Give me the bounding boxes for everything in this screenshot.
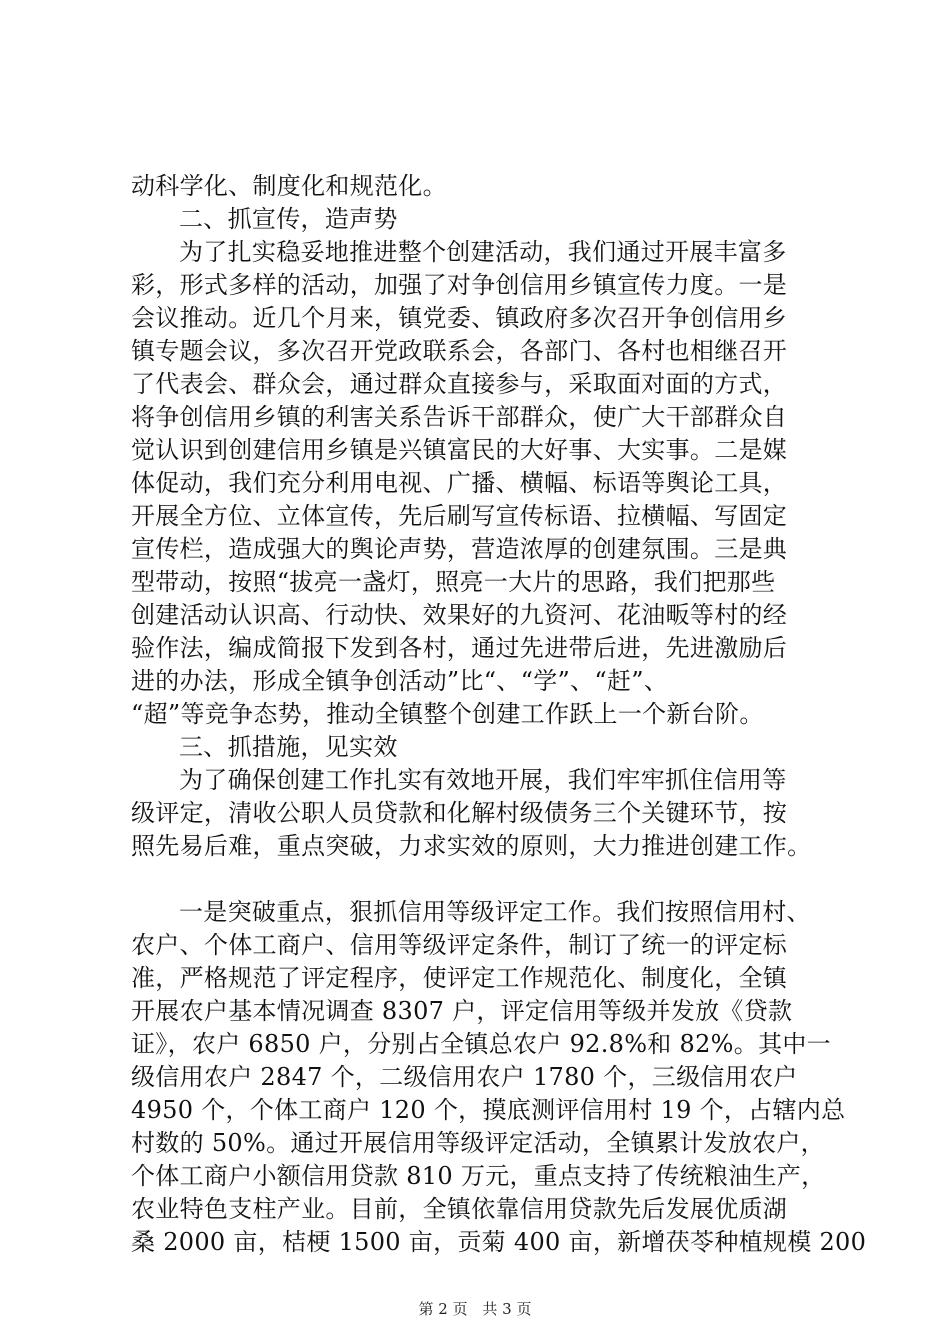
text-line: 证》，农户 6850 户，分别占全镇总农户 92.8%和 82%。其中一 [131, 1030, 831, 1058]
text-line: 个体工商户小额信用贷款 810 万元，重点支持了传统粮油生产， [131, 1162, 826, 1190]
document-body [131, 170, 867, 1259]
text-line: 农户、个体工商户、信用等级评定条件，制订了统一的评定标 [131, 931, 788, 959]
text-line: “超”等竞争态势，推动全镇整个创建工作跃上一个新台阶。 [131, 700, 764, 728]
page-number: 第 2 页 [418, 1300, 468, 1318]
text-line: 一是突破重点，狠抓信用等级评定工作。我们按照信用村、 [179, 898, 811, 926]
blank-line [131, 863, 851, 896]
text-line: 桑 2000 亩，桔梗 1500 亩，贡菊 400 亩，新增茯苓种植规模 200 [131, 1228, 867, 1256]
text-line: 开展全方位、立体宣传，先后刷写宣传标语、拉横幅、写固定 [131, 502, 788, 530]
page-footer [0, 1299, 950, 1319]
text-line: 4950 个，个体工商户 120 个，摸底测评信用村 19 个，占辖内总 [131, 1096, 846, 1124]
text-line: 了代表会、群众会，通过群众直接参与，采取面对面的方式， [131, 370, 788, 398]
text-line: 动科学化、制度化和规范化。 [131, 172, 447, 200]
text-line: 会议推动。近几个月来，镇党委、镇政府多次召开争创信用乡 [131, 304, 788, 332]
text-line: 将争创信用乡镇的利害关系告诉干部群众，使广大干部群众自 [131, 403, 788, 431]
text-line: 级评定，清收公职人员贷款和化解村级债务三个关键环节，按 [131, 799, 788, 827]
text-line: 觉认识到创建信用乡镇是兴镇富民的大好事、大实事。二是媒 [131, 436, 788, 464]
text-line: 型带动，按照“拔亮一盏灯，照亮一大片的思路，我们把那些 [131, 568, 776, 596]
text-line: 彩，形式多样的活动，加强了对争创信用乡镇宣传力度。一是 [131, 271, 788, 299]
text-line: 二、抓宣传，造声势 [179, 205, 398, 233]
text-line: 体促动，我们充分利用电视、广播、横幅、标语等舆论工具， [131, 469, 788, 497]
text-line: 验作法，编成简报下发到各村，通过先进带后进，先进激励后 [131, 634, 788, 662]
text-line: 创建活动认识高、行动快、效果好的九资河、花油畈等村的经 [131, 601, 788, 629]
text-line: 为了确保创建工作扎实有效地开展，我们牢牢抓住信用等 [179, 766, 787, 794]
text-line: 农业特色支柱产业。目前，全镇依靠信用贷款先后发展优质湖 [131, 1195, 788, 1223]
text-line: 开展农户基本情况调查 8307 户，评定信用等级并发放《贷款 [131, 997, 793, 1025]
text-line: 宣传栏，造成强大的舆论声势，营造浓厚的创建氛围。三是典 [131, 535, 788, 563]
text-line: 照先易后难，重点突破，力求实效的原则，大力推进创建工作。 [131, 832, 812, 860]
text-line: 村数的 50%。通过开展信用等级评定活动，全镇累计发放农户， [131, 1129, 825, 1157]
text-line: 级信用农户 2847 个，二级信用农户 1780 个，三级信用农户 [131, 1063, 798, 1091]
text-line: 进的办法，形成全镇争创活动”比“、“学”、“赶”、 [131, 667, 669, 695]
text-line: 三、抓措施，见实效 [179, 733, 398, 761]
text-line: 镇专题会议，多次召开党政联系会，各部门、各村也相继召开 [131, 337, 788, 365]
text-line: 准，严格规范了评定程序，使评定工作规范化、制度化，全镇 [131, 964, 788, 992]
page-total: 共 3 页 [482, 1300, 532, 1318]
text-line: 为了扎实稳妥地推进整个创建活动，我们通过开展丰富多 [179, 238, 787, 266]
